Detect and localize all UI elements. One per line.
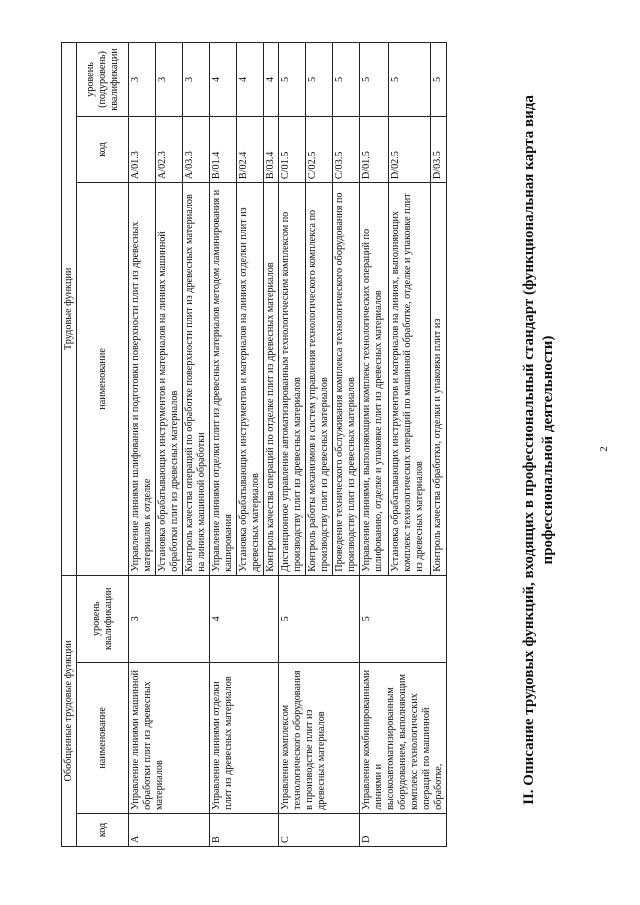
group-code: B (210, 813, 279, 846)
function-level: 5 (333, 43, 360, 117)
table-row (210, 43, 237, 847)
function-code: B/02.4 (237, 116, 264, 182)
function-code: A/02.3 (156, 116, 183, 182)
function-code: C/03.5 (333, 116, 360, 182)
function-level: 5 (306, 43, 333, 117)
group-level: 5 (360, 575, 447, 662)
group-name: Управление комплексом технологического оборудования в производстве плит из древесных материалов (279, 662, 360, 813)
group-name: Управление комбинированными линиями и высокоавтоматизированным оборудованием, выполняющим комплекс технологических операций по машинной обработке, (360, 662, 447, 813)
group-name: Управление линиями отделки плит из древесных материалов (210, 662, 279, 813)
function-name: Контроль работы механизмов и систем управления технологического комплекса по производству плит из древесных материалов (306, 183, 333, 576)
table-row (360, 43, 389, 847)
function-level: 4 (210, 43, 237, 117)
function-name: Дистанционное управление автоматизированным технологическим комплексом по производству плит из древесных материалов (279, 183, 306, 576)
group-name: Управление линиями машинной обработки плит из древесных материалов (129, 662, 210, 813)
col-code-header: код (77, 813, 129, 846)
column-header-row (77, 43, 129, 847)
col-level-header: уровень квалификации (77, 575, 129, 662)
section-heading: II. Описание трудовых функций, входящих в профессиональный стандарт (функциональная карта вида профессиональной деятельности) (521, 95, 556, 805)
function-code: B/03.4 (264, 116, 279, 182)
function-name: Проведение технического обслуживания комплекса технологического оборудования по производству плит из древесных материалов (333, 183, 360, 576)
function-code: D/01.5 (360, 116, 389, 182)
function-code: C/02.5 (306, 116, 333, 182)
function-level: 4 (264, 43, 279, 117)
function-level: 5 (430, 43, 446, 117)
function-name: Контроль качества операций по обработке поверхности плит из древесных материалов на линиях машинной обработки (183, 183, 210, 576)
function-name: Контроль качества операций по отделке плит из древесных материалов (264, 183, 279, 576)
function-level: 5 (360, 43, 389, 117)
function-level: 4 (237, 43, 264, 117)
group-level: 5 (279, 575, 360, 662)
function-code: C/01.5 (279, 116, 306, 182)
table-row (129, 43, 156, 847)
function-level: 3 (129, 43, 156, 117)
function-code: D/02.5 (389, 116, 431, 182)
group-code: A (129, 813, 210, 846)
function-level: 3 (156, 43, 183, 117)
col-tf-code-header: код (77, 116, 129, 182)
function-level: 5 (389, 43, 431, 117)
function-name: Установка обрабатывающих инструментов и материалов на линиях отделки плит из древесных материалов (237, 183, 264, 576)
labor-functions-header: Трудовые функции (62, 43, 77, 576)
function-level: 3 (183, 43, 210, 117)
function-code: A/01.3 (129, 116, 156, 182)
function-level: 5 (279, 43, 306, 117)
function-code: D/03.5 (430, 116, 446, 182)
function-name: Установка обрабатывающих инструментов и материалов на линиях машинной обработки плит из древесных материалов (156, 183, 183, 576)
function-name: Управление линиями, выполняющими комплекс технологических операций по шлифованию, отделке и упаковке плит из древесных материалов (360, 183, 389, 576)
group-level: 4 (210, 575, 279, 662)
group-code: C (279, 813, 360, 846)
generalized-functions-header: Обобщенные трудовые функции (62, 575, 77, 846)
group-header-row (62, 43, 77, 847)
functional-map-table (61, 42, 447, 847)
group-code: D (360, 813, 447, 846)
function-name: Контроль качества обработки, отделки и упаковки плит из (430, 183, 446, 576)
function-name: Управление линиями шлифования и подготовки поверхности плит из древесных материалов к отделке (129, 183, 156, 576)
col-tf-name-header: наименование (77, 183, 129, 576)
function-name: Установка обрабатывающих инструментов и материалов на линиях, выполняющих комплекс технологических операций по машинной обработке, отделке и упаковке плит из древесных материалов (389, 183, 431, 576)
table-row (279, 43, 306, 847)
col-tf-level-header: уровень (подуровень) квалификации (77, 43, 129, 117)
page-number: 2 (598, 446, 610, 452)
col-name-header: наименование (77, 662, 129, 813)
function-name: Управление линиями отделки плит из древесных материалов методом ламинирования и каширования (210, 183, 237, 576)
group-level: 3 (129, 575, 210, 662)
function-code: A/03.3 (183, 116, 210, 182)
function-code: B/01.4 (210, 116, 237, 182)
